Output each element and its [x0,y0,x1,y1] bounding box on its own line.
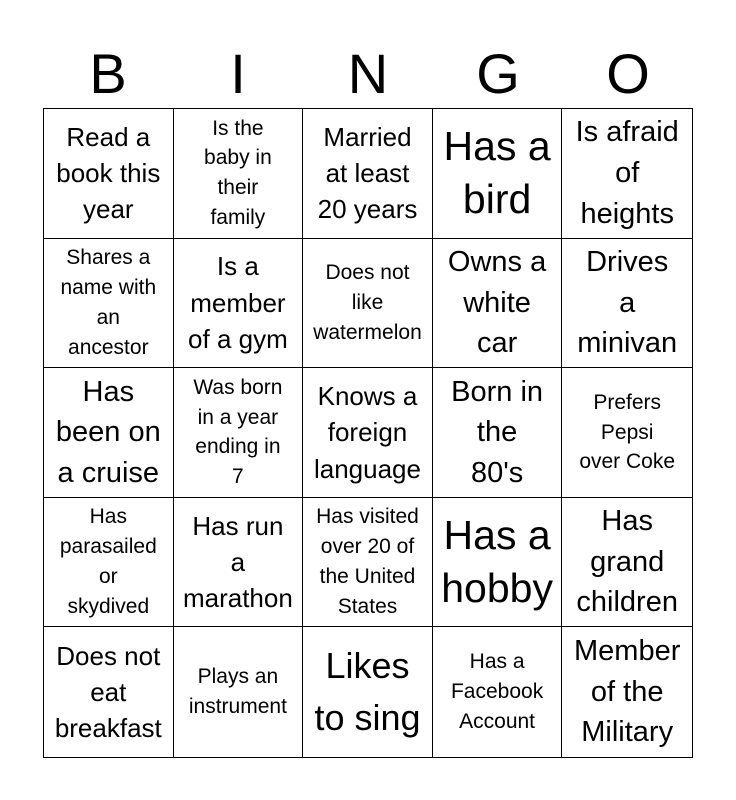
cell-text: Has parasailed or skydived [59,505,157,618]
cell-text: Owns a white car [447,246,547,360]
bingo-cell[interactable] [562,498,692,628]
cell-text: Member of the Military [574,635,681,749]
cell-text: Knows a foreign language [313,380,421,484]
header-letter-o: O [606,42,650,105]
bingo-cell[interactable] [174,239,304,369]
bingo-cell[interactable] [433,627,563,757]
bingo-cell[interactable] [562,109,692,239]
cell-text: Born in the 80's [451,375,544,489]
bingo-cell[interactable] [433,368,563,498]
bingo-cell[interactable] [562,239,692,369]
bingo-cell[interactable] [303,239,433,369]
bingo-cell[interactable] [44,498,174,628]
bingo-cell[interactable] [433,498,563,628]
bingo-cell[interactable] [433,239,563,369]
cell-text: Does not eat breakfast [54,640,162,744]
header-letter-n: N [347,42,389,105]
cell-text: Plays an instrument [188,665,287,719]
bingo-cell[interactable] [433,109,563,239]
bingo-cell[interactable] [174,109,304,239]
cell-text: Is the baby in their family [204,116,272,230]
header-letter-i: I [230,42,246,105]
cell-text: Is a member of a gym [188,251,288,355]
bingo-header [43,40,693,108]
cell-text: Has been on a cruise [55,375,161,489]
bingo-cell[interactable] [44,239,174,369]
bingo-cell[interactable] [562,627,692,757]
cell-text: Married at least 20 years [317,121,418,225]
cell-text: Prefers Pepsi over Coke [579,390,676,474]
bingo-cell[interactable] [174,627,304,757]
bingo-cell[interactable] [44,109,174,239]
bingo-cell[interactable] [303,109,433,239]
bingo-cell[interactable] [303,627,433,757]
header-letter-b: B [89,42,127,105]
cell-text: Read a book this year [56,121,161,225]
bingo-cell[interactable] [303,498,433,628]
bingo-board [43,108,693,758]
header-letter-g: G [476,42,520,105]
bingo-cell[interactable] [44,627,174,757]
bingo-cell[interactable] [562,368,692,498]
cell-text: Has a Facebook Account [450,650,544,734]
bingo-cell[interactable] [174,368,304,498]
cell-text: Shares a name with an ancestor [60,246,157,359]
cell-text: Likes to sing [314,645,421,739]
cell-text: Drives a minivan [577,246,678,360]
cell-text: Does not like watermelon [313,261,422,344]
cell-text: Has a hobby [441,511,553,612]
bingo-cell[interactable] [44,368,174,498]
cell-text: Is afraid of heights [575,116,679,230]
bingo-cell[interactable] [174,498,304,628]
cell-text: Was born in a year ending in 7 [193,375,283,489]
cell-text: Has grand children [576,505,678,619]
cell-text: Has visited over 20 of the United States [316,505,419,618]
cell-text: Has run a marathon [182,510,293,614]
bingo-cell[interactable] [303,368,433,498]
cell-text: Has a bird [443,123,551,223]
